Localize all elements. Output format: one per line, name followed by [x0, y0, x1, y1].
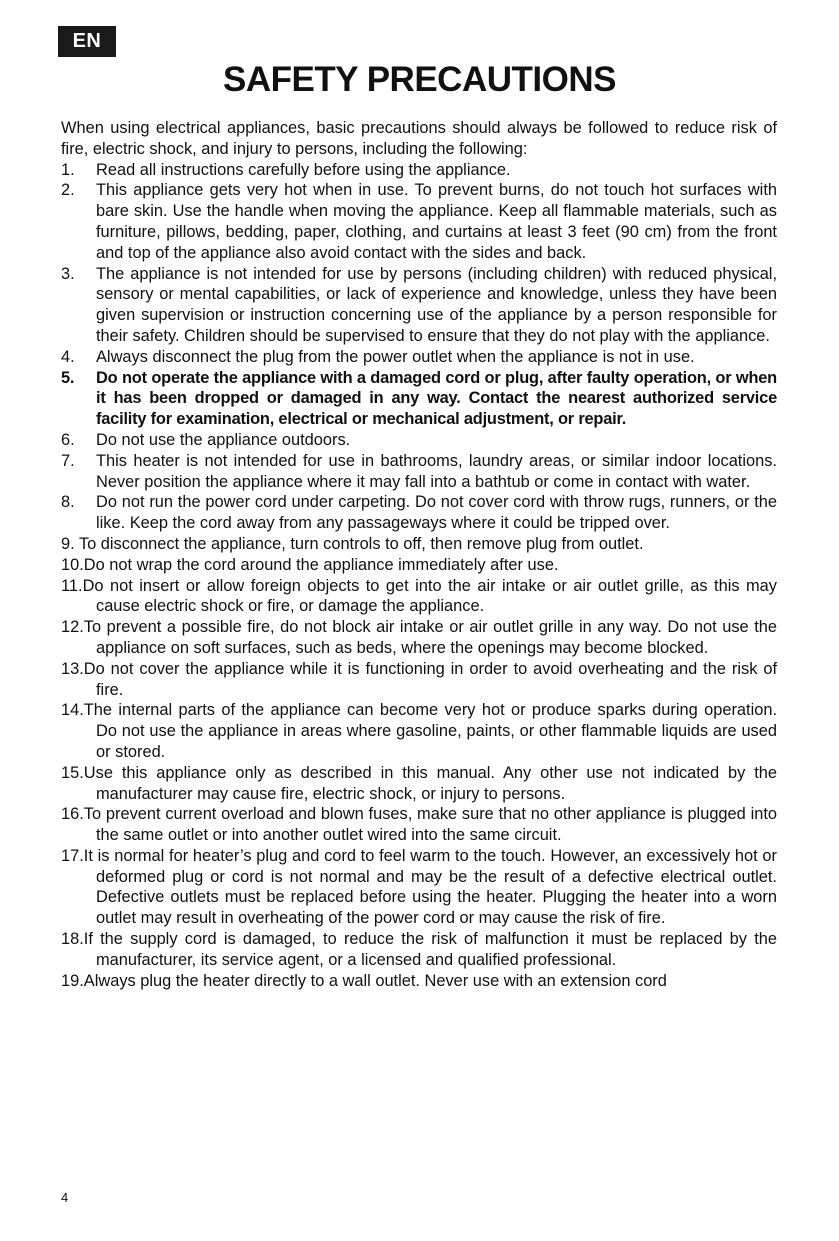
- item-number: 3.: [61, 264, 75, 283]
- item-text: Always disconnect the plug from the power outlet when the appliance is not in use.: [96, 347, 695, 366]
- list-item: [61, 451, 777, 493]
- list-item: [61, 430, 777, 451]
- item-text: Do not cover the appliance while it is functioning in order to avoid overheating and the risk of fire.: [83, 659, 777, 699]
- list-item: [61, 846, 777, 929]
- item-number: 14.: [61, 701, 84, 720]
- item-number: 8.: [61, 493, 75, 512]
- item-number: 2.: [61, 181, 75, 200]
- list-item: [61, 971, 777, 992]
- item-text: If the supply cord is damaged, to reduce the risk of malfunction it must be replaced by the manufacturer, its service agent, or a licensed and qualified professional.: [83, 930, 777, 969]
- item-text: To prevent a possible fire, do not block air intake or air outlet grille in any way. Do not use the appliance on soft surfaces, such as beds, where the openings may become blocked.: [83, 618, 777, 657]
- list-item-warning: [61, 368, 777, 430]
- safety-content: [61, 118, 777, 991]
- item-number: 16.: [61, 805, 84, 824]
- item-text: Read all instructions carefully before using the appliance.: [96, 160, 511, 179]
- item-number: 11.: [61, 576, 83, 595]
- item-text: Do not wrap the cord around the appliance immediately after use.: [83, 555, 559, 574]
- item-text: Always plug the heater directly to a wall outlet. Never use with an extension cord: [83, 971, 667, 990]
- item-number: 10.: [61, 555, 84, 574]
- item-text: It is normal for heater’s plug and cord to feel warm to the touch. However, an excessively hot or deformed plug or cord is not normal and may be the result of a defective electrical outlet. Defective outlets must be replaced before using the heater. Plugging the heater into a worn outlet may result in overheating of the power cord or may cause the risk of fire.: [83, 846, 777, 928]
- list-item: [61, 804, 777, 846]
- intro-paragraph: When using electrical appliances, basic precautions should always be followed to reduce risk of fire, electric shock, and injury to persons, including the following:: [61, 119, 777, 158]
- item-number: 18.: [61, 930, 84, 949]
- list-item: [61, 555, 777, 576]
- item-text: Do not use the appliance outdoors.: [96, 430, 351, 449]
- item-number: 6.: [61, 430, 75, 449]
- list-item: [61, 617, 777, 659]
- precautions-list: [61, 160, 777, 992]
- item-text: To disconnect the appliance, turn controls to off, then remove plug from outlet.: [78, 534, 644, 553]
- item-text: The appliance is not intended for use by persons (including children) with reduced physical, sensory or mental capabilities, or lack of experience and knowledge, unless they have been given supervision or instruction concerning use of the appliance by a person responsible for their safety. Children should be supervised to ensure that they do not play with the appliance.: [96, 264, 777, 345]
- item-text: This appliance gets very hot when in use. To prevent burns, do not touch hot surfaces with bare skin. Use the handle when moving the appliance. Keep all flammable materials, such as furniture, pillows, bedding, paper, clothing, and curtains at least 3 feet (90 cm) from the front and top of the appliance also avoid contact with the sides and back.: [96, 181, 777, 262]
- list-item: [61, 492, 777, 534]
- list-item: [61, 659, 777, 701]
- page-title: SAFETY PRECAUTIONS: [223, 60, 616, 99]
- list-item: [61, 929, 777, 971]
- list-item: [61, 160, 777, 181]
- item-text: Do not operate the appliance with a damaged cord or plug, after faulty operation, or when it has been dropped or damaged in any way. Contact the nearest authorized service facility for examination, electrical or mechanical adjustment, or repair.: [96, 368, 777, 429]
- item-number: 12.: [61, 618, 84, 637]
- item-number: 4.: [61, 347, 75, 366]
- item-number: 13.: [61, 659, 84, 678]
- list-item: [61, 576, 777, 618]
- item-text: This heater is not intended for use in bathrooms, laundry areas, or similar indoor locations. Never position the appliance where it may fall into a bathtub or come in contact with water.: [96, 451, 777, 491]
- item-text: Use this appliance only as described in this manual. Any other use not indicated by the manufacturer may cause fire, electric shock, or injury to persons.: [83, 763, 777, 803]
- item-number: 19.: [61, 971, 84, 990]
- list-item: [61, 347, 777, 368]
- item-number: 1.: [61, 160, 75, 179]
- list-item: [61, 264, 777, 347]
- item-number: 15.: [61, 763, 84, 782]
- page-number: 4: [61, 1190, 69, 1205]
- item-text: Do not insert or allow foreign objects to get into the air intake or air outlet grille, as this may cause electric shock or fire, or damage the appliance.: [82, 576, 777, 616]
- language-badge: EN: [58, 26, 116, 57]
- item-number: 5.: [61, 368, 75, 387]
- list-item: [61, 700, 777, 762]
- item-number: 7.: [61, 451, 75, 470]
- list-item: [61, 534, 777, 555]
- item-text: The internal parts of the appliance can become very hot or produce sparks during operation. Do not use the appliance in areas where gasoline, paints, or other flammable liquids are used or stored.: [83, 701, 777, 761]
- item-text: To prevent current overload and blown fuses, make sure that no other appliance is plugged into the same outlet or into another outlet wired into the same circuit.: [83, 805, 777, 845]
- item-text: Do not run the power cord under carpeting. Do not cover cord with throw rugs, runners, or the like. Keep the cord away from any passageways where it could be tripped over.: [96, 493, 777, 533]
- item-number: 9.: [61, 534, 75, 553]
- item-number: 17.: [61, 846, 84, 865]
- list-item: [61, 180, 777, 263]
- list-item: [61, 763, 777, 805]
